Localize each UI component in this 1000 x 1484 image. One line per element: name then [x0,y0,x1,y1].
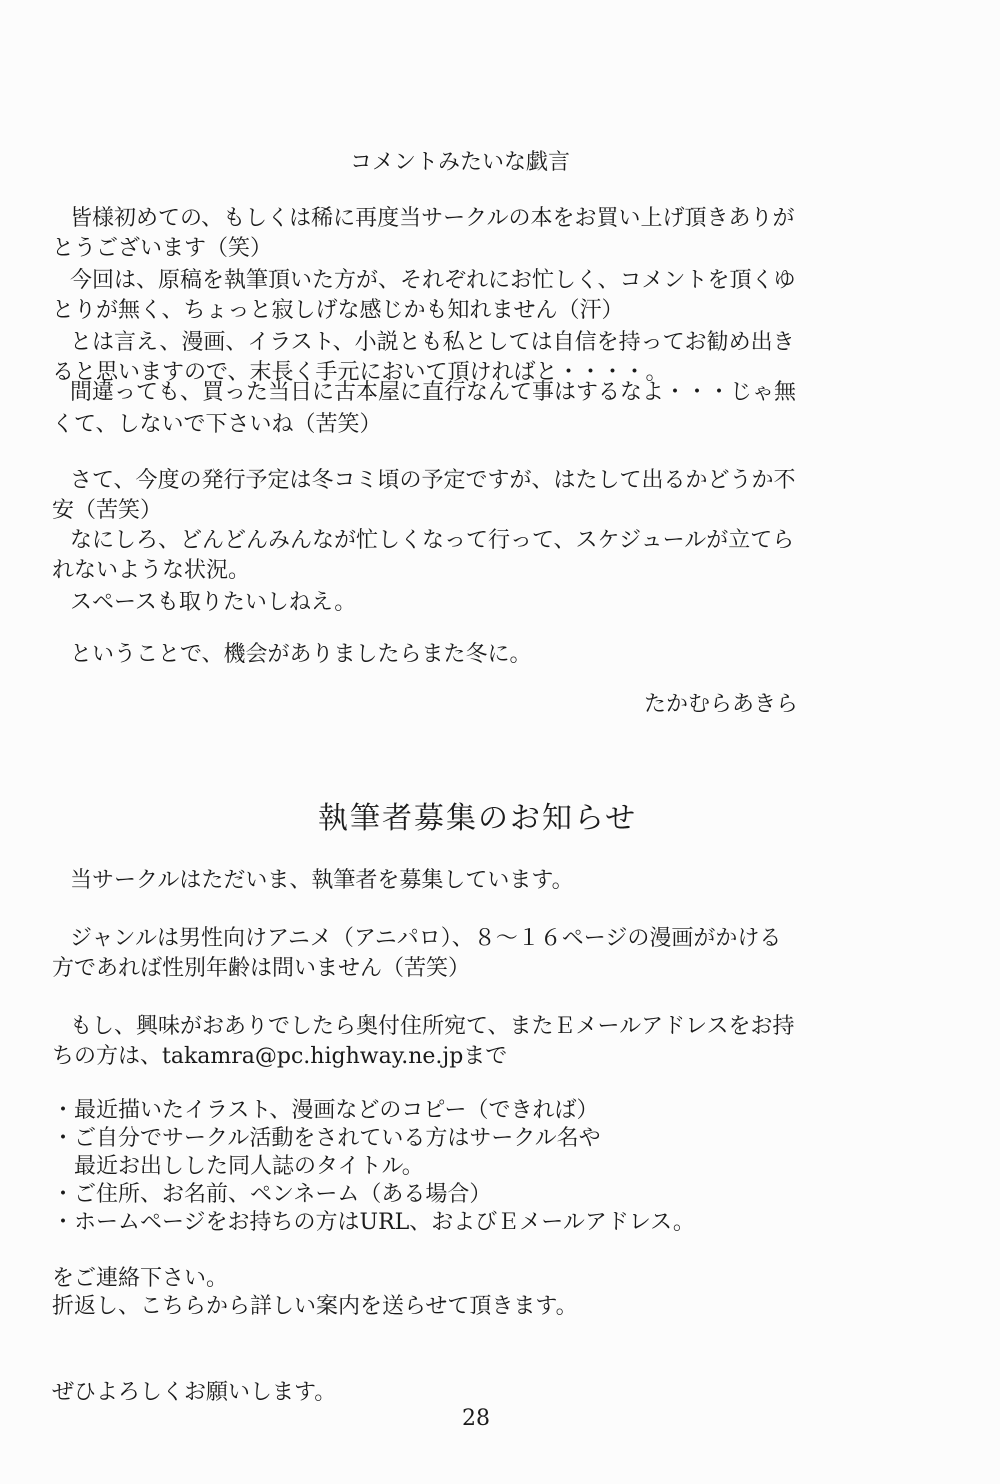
comment-line: ということで、機会がありましたらまた冬に。 [70,642,532,667]
comment-heading: コメントみたいな戯言 [350,150,571,175]
comment-line: さて、今度の発行予定は冬コミ頃の予定ですが、はたして出るかどうか不 [70,468,796,493]
recruit-heading: 執筆者募集のお知らせ [318,801,638,836]
recruit-line: 当サークルはただいま、執筆者を募集しています。 [70,868,574,893]
comment-line: くて、しないで下さいね（苦笑） [52,412,382,437]
comment-line: スペースも取りたいしねえ。 [70,590,357,615]
comment-line: ると思いますので、末長く手元において頂ければと・・・・。 [52,360,668,385]
bullet-item: ・ご自分でサークル活動をされている方はサークル名や [52,1126,601,1151]
recruit-line: ちの方は、takamra@pc.highway.ne.jpまで [52,1044,508,1069]
comment-line: なにしろ、どんどんみんなが忙しくなって行って、スケジュールが立てら [70,528,795,553]
bullet-item: ・ご住所、お名前、ペンネーム（ある場合） [52,1182,492,1207]
comment-line: 今回は、原稿を執筆頂いた方が、それぞれにお忙しく、コメントを頂くゆ [70,268,796,293]
comment-line: 間違っても、買った当日に古本屋に直行なんて事はするなよ・・・じゃ無 [70,380,797,405]
comment-line: とうございます（笑） [52,236,273,261]
recruit-line: 方であれば性別年齢は問いません（苦笑） [52,956,471,981]
bullet-item: ・ホームページをお持ちの方はURL、およびＥメールアドレス。 [52,1210,695,1235]
signature: たかむらあきら [644,692,799,717]
page-number: 28 [462,1406,490,1431]
comment-line: 安（苦笑） [52,498,163,523]
closing-line: ぜひよろしくお願いします。 [52,1380,337,1405]
recruit-line: もし、興味がおありでしたら奥付住所宛て、またＥメールアドレスをお持 [70,1014,795,1039]
comment-line: 皆様初めての、もしくは稀に再度当サークルの本をお買い上げ頂きありが [70,206,795,231]
comment-line: とりが無く、ちょっと寂しげな感じかも知れません（汗） [52,298,624,323]
comment-line: れないような状況。 [52,558,251,583]
closing-line: をご連絡下さい。 [52,1266,229,1291]
comment-line: とは言え、漫画、イラスト、小説とも私としては自信を持ってお勧め出き [70,330,795,355]
closing-line: 折返し、こちらから詳しい案内を送らせて頂きます。 [52,1294,578,1319]
recruit-line: ジャンルは男性向けアニメ（アニパロ）、８～１６ページの漫画がかける [70,926,782,951]
bullet-item: 最近お出しした同人誌のタイトル。 [52,1154,424,1179]
bullet-item: ・最近描いたイラスト、漫画などのコピー（できれば） [52,1098,599,1123]
